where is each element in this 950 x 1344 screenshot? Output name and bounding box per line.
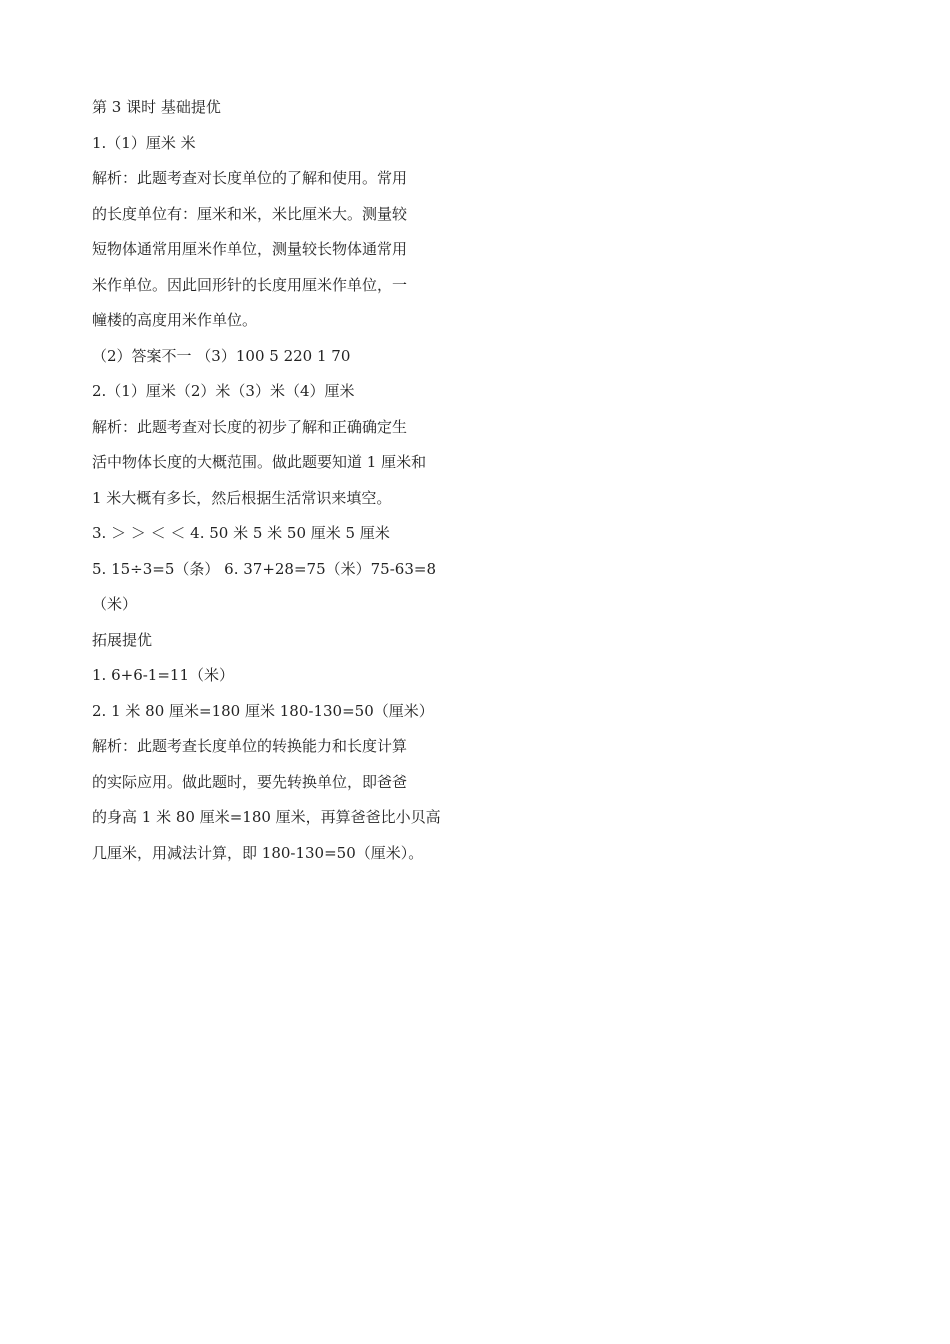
answer-page [92, 90, 472, 871]
analysis-3-line-1: 解析：此题考查长度单位的转换能力和长度计算 [92, 737, 408, 755]
answer-1-1: 1.（1）厘米 米 [92, 133, 196, 152]
answer-5-6: 5. 15÷3=5（条） 6. 37+28=75（米）75-63=8 [92, 559, 436, 578]
extension-heading: 拓展提优 [92, 630, 153, 649]
analysis-1-line-5: 幢楼的高度用米作单位。 [92, 311, 258, 329]
answer-2: 2.（1）厘米（2）米（3）米（4）厘米 [92, 382, 355, 400]
analysis-2-line-1: 解析：此题考查对长度的初步了解和正确确定生 [92, 417, 408, 436]
analysis-3-line-3: 的身高 1 米 80 厘米=180 厘米，再算爸爸比小贝高 [92, 808, 441, 826]
analysis-3-line-4: 几厘米，用减法计算，即 180-130=50（厘米）。 [92, 843, 424, 862]
analysis-3-line-2: 的实际应用。做此题时，要先转换单位，即爸爸 [92, 772, 408, 791]
analysis-2-line-3: 1 米大概有多长，然后根据生活常识来填空。 [92, 488, 392, 507]
extension-answer-2: 2. 1 米 80 厘米=180 厘米 180-130=50（厘米） [92, 701, 434, 720]
lesson-heading: 第 3 课时 基础提优 [92, 98, 221, 116]
answer-1-2-3: （2）答案不一 （3）100 5 220 1 70 [92, 346, 351, 365]
answer-3-4: 3. ＞ ＞ ＜ ＜ 4. 50 米 5 米 50 厘米 5 厘米 [92, 524, 390, 542]
analysis-1-line-3: 短物体通常用厘米作单位，测量较长物体通常用 [92, 240, 408, 258]
analysis-2-line-2: 活中物体长度的大概范围。做此题要知道 1 厘米和 [92, 453, 427, 471]
analysis-1-line-1: 解析：此题考查对长度单位的了解和使用。常用 [92, 169, 408, 187]
analysis-1-line-4: 米作单位。因此回形针的长度用厘米作单位，一 [92, 275, 408, 294]
analysis-1-line-2: 的长度单位有：厘米和米，米比厘米大。测量较 [92, 204, 408, 223]
extension-answer-1: 1. 6+6-1=11（米） [92, 666, 235, 684]
answer-6-unit: （米） [92, 595, 138, 613]
